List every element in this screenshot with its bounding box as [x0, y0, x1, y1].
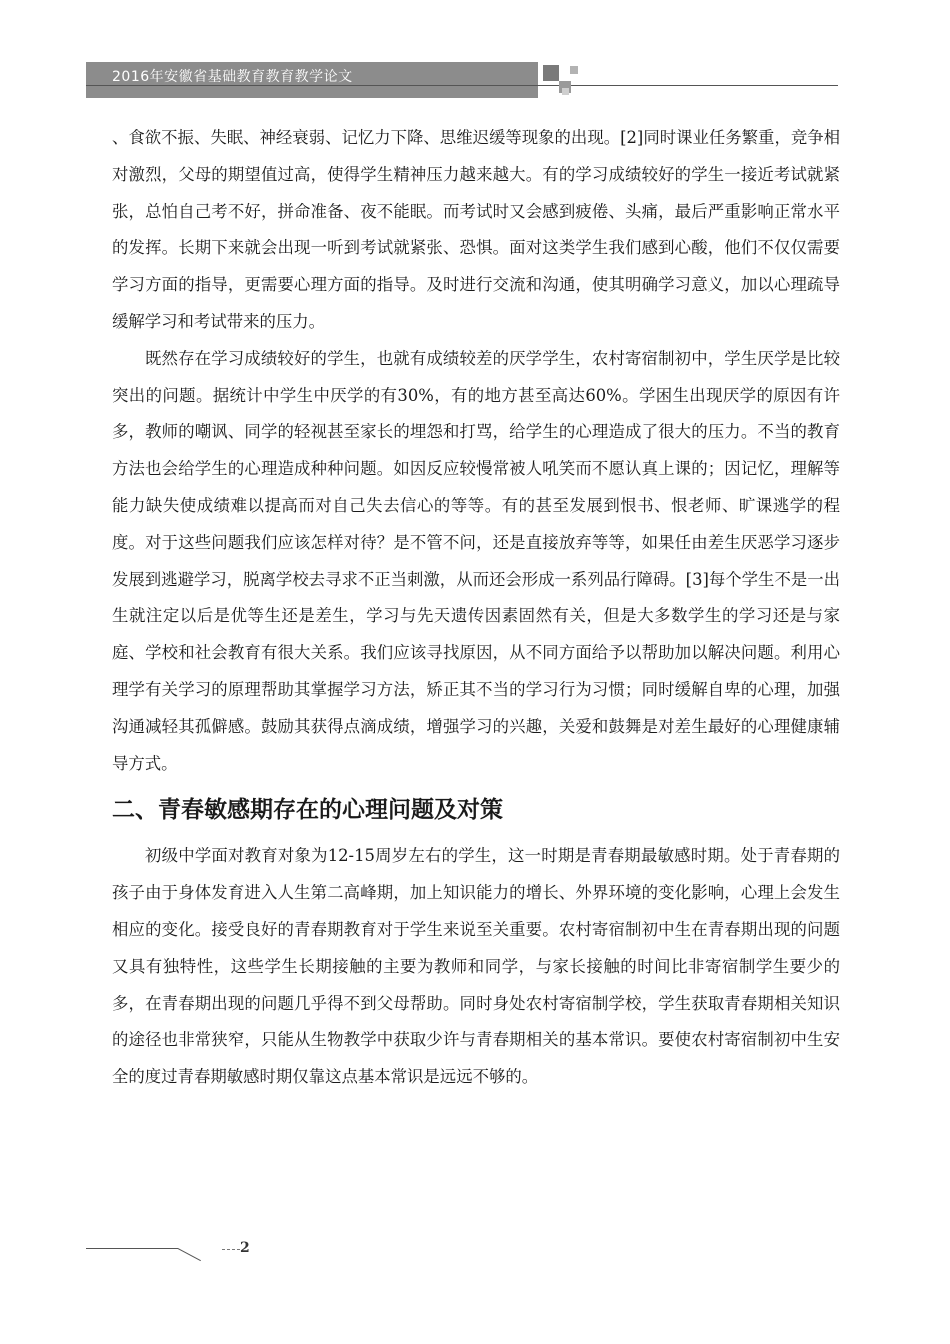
- header-title: 2016年安徽省基础教育教育教学论文: [112, 69, 353, 85]
- footer-rule-slant: [178, 1248, 201, 1261]
- header-decoration-square: [562, 88, 569, 95]
- body-paragraph-1: 、食欲不振、失眠、神经衰弱、记忆力下降、思维迟缓等现象的出现。[2]同时课业任务繁重，竞争相对激烈，父母的期望值过高，使得学生精神压力越来越大。有的学习成绩较好的学生一接近考试就紧张，总怕自己考不好，拼命准备、夜不能眠。而考试时又会感到疲倦、头痛，最后严重影响正常水平的发挥。长期下来就会出现一听到考试就紧张、恐惧。面对这类学生我们感到心酸，他们不仅仅需要学习方面的指导，更需要心理方面的指导。及时进行交流和沟通，使其明确学习意义，加以心理疏导缓解学习和考试带来的压力。: [112, 128, 841, 331]
- header-decoration-square: [570, 66, 578, 74]
- body-paragraph-3: 初级中学面对教育对象为12-15周岁左右的学生，这一时期是青春期最敏感时期。处于青春期的孩子由于身体发育进入人生第二高峰期，加上知识能力的增长、外界环境的变化影响，心理上会发生相应的变化。接受良好的青春期教育对于学生来说至关重要。农村寄宿制初中生在青春期出现的问题又具有独特性，这些学生长期接触的主要为教师和同学，与家长接触的时间比非寄宿制学生要少的多，在青春期出现的问题几乎得不到父母帮助。同时身处农村寄宿制学校，学生获取青春期相关知识的途径也非常狭窄，只能从生物教学中获取少许与青春期相关的基本常识。要使农村寄宿制初中生安全的度过青春期敏感时期仅靠这点基本常识是远远不够的。: [112, 846, 840, 1087]
- section-heading: 二、青春敏感期存在的心理问题及对策: [112, 797, 503, 824]
- body-paragraph-2: 既然存在学习成绩较好的学生，也就有成绩较差的厌学学生，农村寄宿制初中，学生厌学是比较突出的问题。据统计中学生中厌学的有30%，有的地方甚至高达60%。学困生出现厌学的原因有许多，教师的嘲讽、同学的轻视甚至家长的埋怨和打骂，给学生的心理造成了很大的压力。不当的教育方法也会给学生的心理造成种种问题。如因反应较慢常被人吼笑而不愿认真上课的；因记忆，理解等能力缺失使成绩难以提高而对自己失去信心的等等。有的甚至发展到恨书、恨老师、旷课逃学的程度。对于这些问题我们应该怎样对待？是不管不问，还是直接放弃等等，如果任由差生厌恶学习逐步发展到逃避学习，脱离学校去寻求不正当刺激，从而还会形成一系列品行障碍。[3]每个学生不是一出生就注定以后是优等生还是差生，学习与先天遗传因素固然有关，但是大多数学生的学习还是与家庭、学校和社会教育有很大关系。我们应该寻找原因，从不同方面给予以帮助加以解决问题。利用心理学有关学习的原理帮助其掌握学习方法，矫正其不当的学习行为习惯；同时缓解自卑的心理，加强沟通减轻其孤僻感。鼓励其获得点滴成绩，增强学习的兴趣，关爱和鼓舞是对差生最好的心理健康辅导方式。: [112, 348, 841, 773]
- page-number: 2: [240, 1240, 250, 1256]
- footer-dashed-rule: [222, 1249, 240, 1250]
- document-body: [112, 120, 840, 1096]
- footer-rule: [86, 1248, 178, 1249]
- header-decoration-square: [543, 65, 559, 81]
- header-rule: [86, 85, 838, 86]
